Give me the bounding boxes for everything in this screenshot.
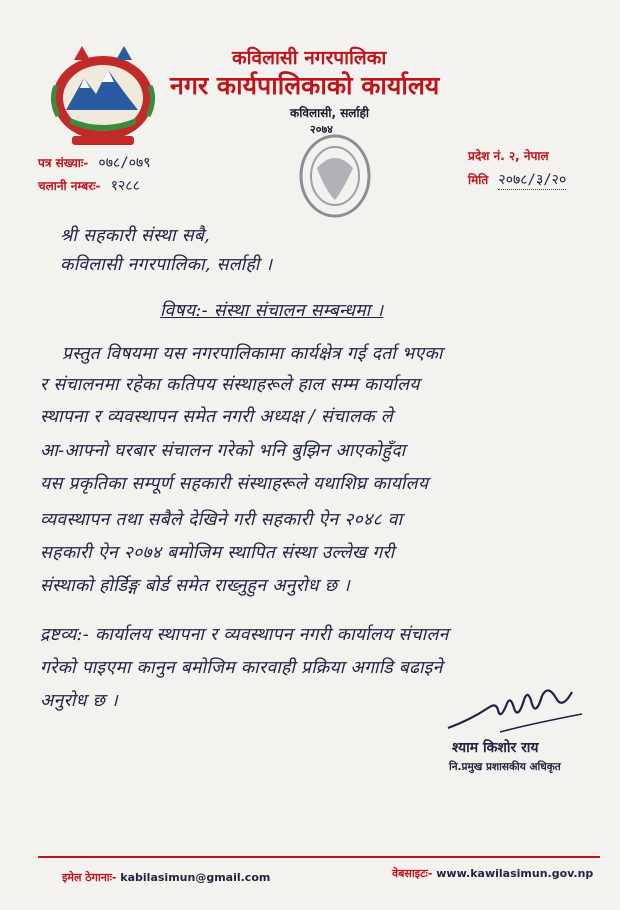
date-label: मिति	[468, 173, 489, 187]
nepal-emblem-icon	[44, 40, 162, 148]
office-stamp-icon	[295, 128, 375, 223]
website-label: वेबसाइटः-	[392, 867, 433, 880]
office-address: कविलासी, सर्लाही	[290, 106, 370, 120]
letter-subject: विषय:- संस्था संचालन सम्बन्धमा ।	[160, 301, 384, 321]
province-label: प्रदेश नं. २, नेपाल	[468, 149, 549, 163]
signature-mark-icon	[440, 680, 590, 740]
date-value: २०७८/३/२०	[498, 172, 567, 188]
body-line: सहकारी ऐन २०७४ बमोजिम स्थापित संस्था उल्लेख गरी	[40, 543, 395, 563]
letter-number-label: पत्र संख्याः-	[38, 156, 89, 170]
recipient-line-1: श्री सहकारी संस्था सबै,	[60, 226, 210, 246]
municipality-name: कविलासी नगरपालिका	[232, 47, 387, 69]
dispatch-number	[38, 176, 140, 195]
recipient-line-2: कविलासी नगरपालिका, सर्लाही ।	[60, 255, 273, 275]
body-line: र संचालनमा रहेका कतिपय संस्थाहरूले हाल सम्म कार्यालय	[40, 375, 420, 395]
website-address: www.kawilasimun.gov.np	[436, 867, 594, 880]
body-line: प्रस्तुत विषयमा यस नगरपालिकामा कार्यक्षेत्र गई दर्ता भएका	[62, 344, 443, 364]
dispatch-number-label: चलानी नम्बरः-	[38, 179, 101, 193]
dispatch-number-value: १२८८	[110, 178, 140, 194]
body-line: स्थापना र व्यवस्थापन समेत नगरी अध्यक्ष / संचालक ले	[40, 407, 393, 427]
office-name: नगर कार्यपालिकाको कार्यालय	[170, 71, 440, 100]
footer-divider	[38, 856, 600, 858]
email-address: kabilasimun@gmail.com	[120, 871, 271, 884]
body-line: संस्थाको होर्डिङ्ग बोर्ड समेत राख्नुहुन अनुरोध छ ।	[40, 576, 351, 596]
body-line: आ-आफ्नो घरबार संचालन गरेको भनि बुझिन आएकोहुँदा	[40, 441, 406, 461]
signatory-title: नि.प्रमुख प्रशासकीय अधिकृत	[449, 761, 561, 773]
footer-email	[62, 870, 270, 885]
signatory-name: श्याम किशोर राय	[452, 740, 539, 756]
letter-number-value: ०७८/०७९	[98, 155, 151, 171]
established-year: २०७४	[310, 123, 333, 136]
note-line: गरेको पाइएमा कानुन बमोजिम कारवाही प्रक्रिया अगाडि बढाइने	[40, 658, 443, 678]
note-line: द्रष्टव्य:- कार्यालय स्थापना र व्यवस्थापन नगरी कार्यालय संचालन	[40, 625, 449, 645]
body-line: व्यवस्थापन तथा सबैले देखिने गरी सहकारी ऐन २०४८ वा	[40, 510, 403, 530]
letter-number	[38, 153, 151, 172]
email-label: इमेल ठेगानाः-	[62, 871, 117, 884]
footer-website	[392, 866, 593, 881]
note-line: अनुरोध छ ।	[40, 691, 118, 711]
letter-date	[468, 170, 566, 190]
body-line: यस प्रकृतिका सम्पूर्ण सहकारी संस्थाहरूले यथाशिघ्र कार्यालय	[40, 474, 429, 494]
